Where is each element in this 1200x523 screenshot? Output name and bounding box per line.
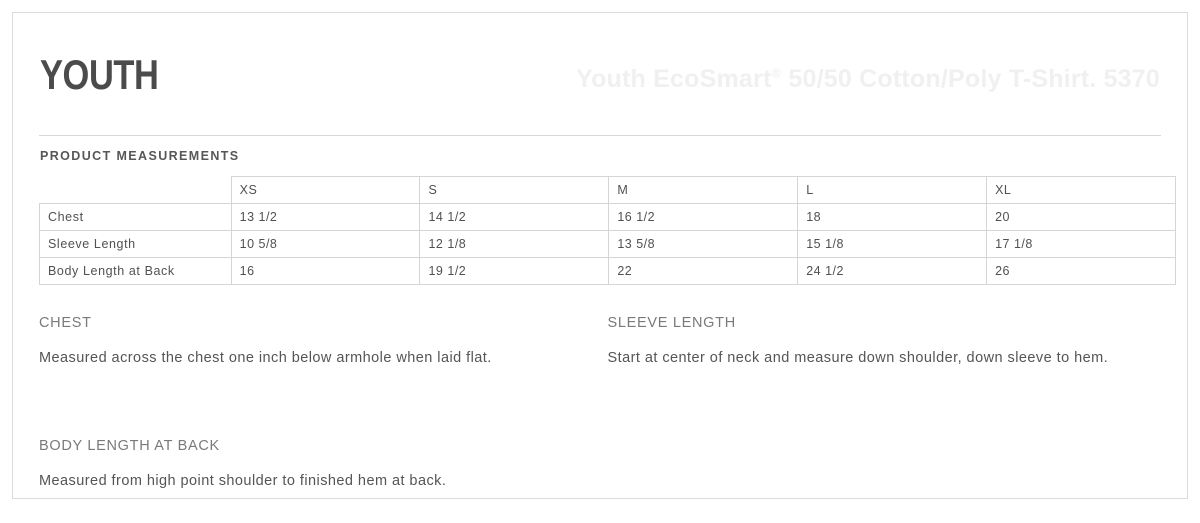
cell-sleeve-s: 12 1/8 xyxy=(420,231,609,258)
cell-sleeve-m: 13 5/8 xyxy=(609,231,798,258)
table-corner-cell xyxy=(40,177,232,204)
note-row-first xyxy=(39,315,1176,372)
note-row-second xyxy=(39,438,1176,495)
row-label-body-length-at-back: Body Length at Back xyxy=(40,258,232,285)
product-title xyxy=(576,65,1160,94)
size-header-s: S xyxy=(420,177,609,204)
cell-chest-xs: 13 1/2 xyxy=(231,204,420,231)
table-row xyxy=(40,231,1176,258)
page-content xyxy=(26,31,1174,488)
cell-chest-l: 18 xyxy=(798,204,987,231)
product-title-main: Youth EcoSmart xyxy=(576,65,772,93)
note-body-length-at-back xyxy=(39,438,608,495)
page-header xyxy=(26,31,1174,109)
measurements-table xyxy=(39,176,1176,285)
cell-chest-s: 14 1/2 xyxy=(420,204,609,231)
note-title-body-length-at-back: BODY LENGTH AT BACK xyxy=(39,438,220,454)
note-body-chest: Measured across the chest one inch below armhole when laid flat. xyxy=(39,350,492,366)
size-header-l: L xyxy=(798,177,987,204)
note-sleeve-length xyxy=(608,315,1177,372)
cell-body-l: 24 1/2 xyxy=(798,258,987,285)
spec-sheet-page xyxy=(12,12,1188,499)
note-spacer xyxy=(608,438,1177,495)
cell-body-s: 19 1/2 xyxy=(420,258,609,285)
table-row xyxy=(40,258,1176,285)
cell-chest-m: 16 1/2 xyxy=(609,204,798,231)
note-body-body-length-at-back: Measured from high point shoulder to finished hem at back. xyxy=(39,473,447,489)
cell-chest-xl: 20 xyxy=(987,204,1176,231)
size-header-m: M xyxy=(609,177,798,204)
note-body-sleeve-length: Start at center of neck and measure down shoulder, down sleeve to hem. xyxy=(607,350,1109,366)
row-label-chest: Chest xyxy=(40,204,232,231)
cell-body-xl: 26 xyxy=(987,258,1176,285)
note-title-chest: CHEST xyxy=(39,315,92,331)
registered-trademark-icon: ® xyxy=(771,65,782,81)
header-divider xyxy=(39,135,1161,136)
measurement-notes xyxy=(39,315,1176,495)
cell-sleeve-xs: 10 5/8 xyxy=(231,231,420,258)
row-label-sleeve-length: Sleeve Length xyxy=(40,231,232,258)
cell-body-m: 22 xyxy=(609,258,798,285)
cell-sleeve-xl: 17 1/8 xyxy=(987,231,1176,258)
product-title-rest: 50/50 Cotton/Poly T-Shirt. 5370 xyxy=(781,65,1160,93)
category-title: YOUTH xyxy=(40,51,159,98)
note-chest xyxy=(39,315,608,372)
cell-sleeve-l: 15 1/8 xyxy=(798,231,987,258)
cell-body-xs: 16 xyxy=(231,258,420,285)
table-row xyxy=(40,204,1176,231)
section-title: PRODUCT MEASUREMENTS xyxy=(40,149,240,163)
table-header-row xyxy=(40,177,1176,204)
note-title-sleeve-length: SLEEVE LENGTH xyxy=(607,315,736,331)
measurements-table-wrap xyxy=(39,176,1176,285)
size-header-xl: XL xyxy=(987,177,1176,204)
size-header-xs: XS xyxy=(231,177,420,204)
